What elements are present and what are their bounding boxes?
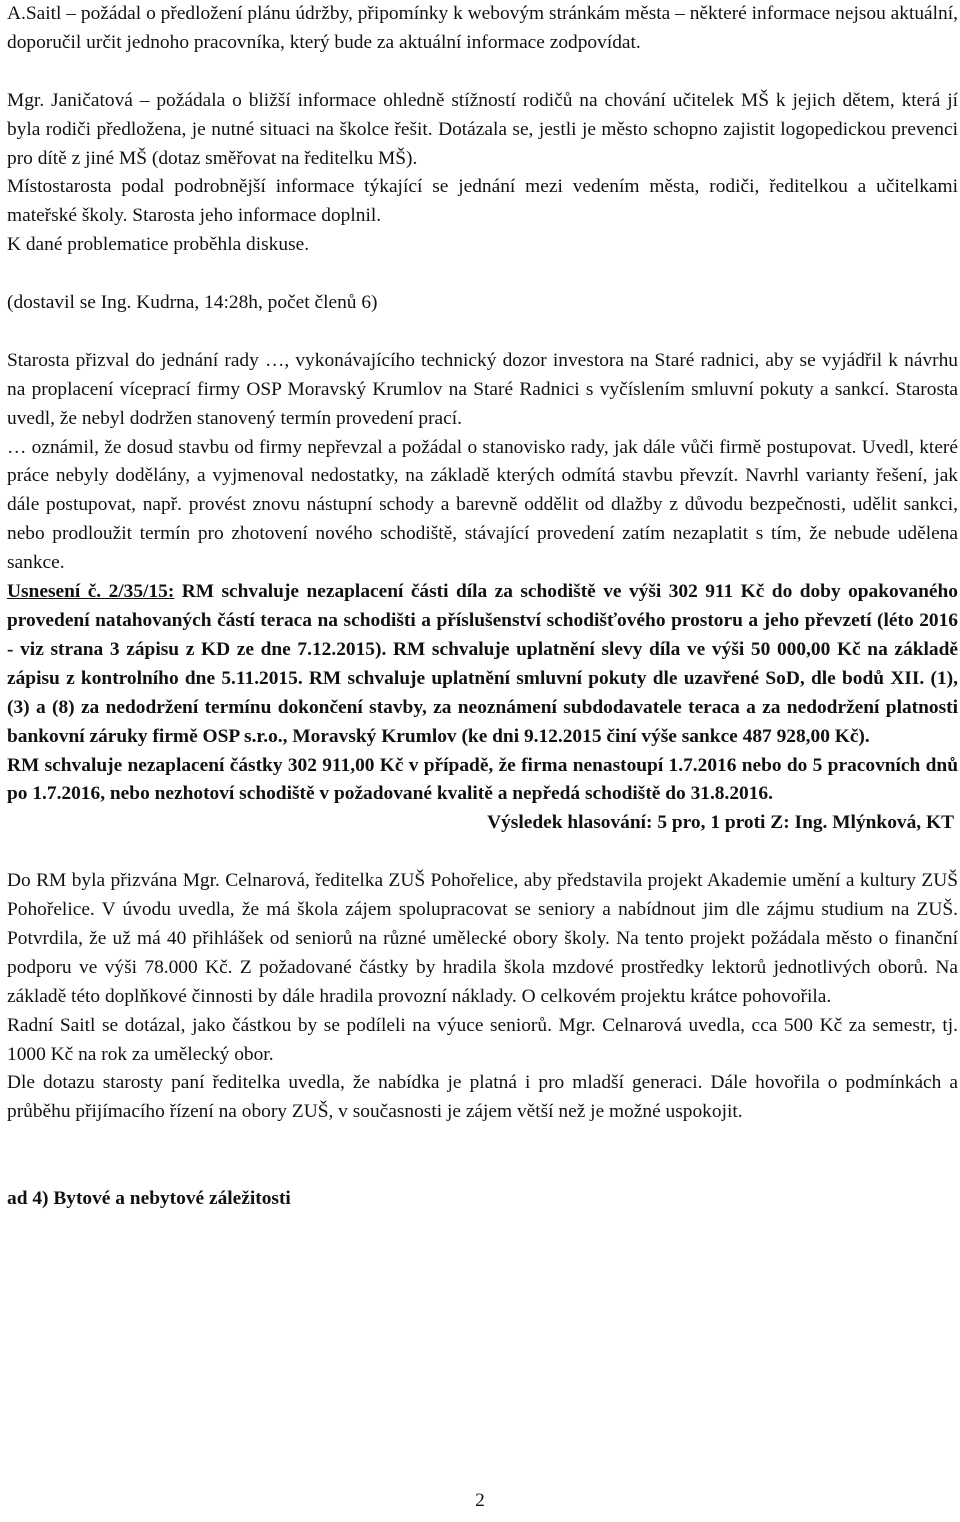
paragraph-mistostarosta: Místostarosta podal podrobnější informace týkající se jednání mezi vedením města, rodiči, ředitelkou a učitelkami mateřské školy. Starosta jeho informace doplnil.	[7, 176, 958, 227]
paragraph-saitl-request: A.Saitl – požádal o předložení plánu údržby, připomínky k webovým stránkám města – některé informace nejsou aktuální, doporučil určit jednoho pracovníka, který bude za aktuální informace zodpovídat.	[7, 3, 958, 53]
paragraph-gap	[7, 260, 958, 289]
paragraph-supervisor-report: … oznámil, že dosud stavbu od firmy nepřevzal a požádal o stanovisko rady, jak dále vůči firmě postupovat. Uvedl, které práce nebyly dodělány, a vyjmenoval nedostatky, na základě kterých odmítá stavbu převzít. Navrhl varianty řešení, jak dále postupovat, např. provést znovu nástupní schody a barevně oddělit od dlažby z důvodu bezpečnosti, udělit sankci, nebo prodloužit termín pro zhotovení nového schodiště, stávající provedení zatím nezaplatit s tím, že nebude udělena sankce.	[7, 436, 958, 574]
paragraph-janicatova: Mgr. Janičatová – požádala o bližší informace ohledně stížností rodičů na chování učitelek MŠ k jejich dětem, která jí byla rodiči předložena, je nutné situaci na školce řešit. Dotázala se, jestli je město schopno zajistit logopedickou prevenci pro dítě z jiné MŠ (dotaz směřovat na ředitelku MŠ).	[7, 89, 958, 169]
paragraph-gap	[7, 1156, 958, 1185]
section-heading: ad 4) Bytové a nebytové záležitosti	[7, 1188, 291, 1210]
resolution-text-2: RM schvaluje nezaplacení částky 302 911,00 Kč v případě, že firma nenastoupí 1.7.2016 nebo do 5 pracovních dnů po 1.7.2016, nebo nezhotoví schodiště v požadované kvalitě a nepředá schodiště do 31.8.2016.	[7, 754, 958, 805]
vote-result: Výsledek hlasování: 5 pro, 1 proti Z: Ing. Mlýnková, KT	[487, 812, 954, 834]
paragraph-discussion: K dané problematice proběhla diskuse.	[7, 234, 310, 256]
paragraph-zus-project: Do RM byla přizvána Mgr. Celnarová, ředitelka ZUŠ Pohořelice, aby představila projekt Akademie umění a kultury ZUŠ Pohořelice. V úvodu uvedla, že má škola zájem spolupracovat se seniory a nabídnout jim dle zájmu studium na ZUŠ. Potvrdila, že už má 40 přihlášek od seniorů na různé umělecké obory školy. Na tento projekt požádala město o finanční podporu ve výši 78.000 Kč. Z požadované částky by hradila škola mzdové prostředky lektorů jednotlivých oborů. Na základě této doplňkové činnosti by dále hradila provozní náklady. O celkovém projektu krátce pohovořila.	[7, 870, 958, 1007]
paragraph-attendance-note: (dostavil se Ing. Kudrna, 14:28h, počet členů 6)	[7, 292, 378, 314]
paragraph-director-answer: Dle dotazu starosty paní ředitelka uvedla, že nabídka je platná i pro mladší generaci. Dále hovořila o podmínkách a průběhu přijímacího řízení na obory ZUŠ, v současnosti je zájem větší než je možné uspokojit.	[7, 1072, 958, 1123]
page-number: 2	[475, 1490, 485, 1511]
resolution-block	[7, 578, 958, 751]
paragraph-gap	[7, 838, 958, 867]
paragraph-saitl-question: Radní Saitl se dotázal, jako částkou by se podíleli na výuce seniorů. Mgr. Celnarová uvedla, cca 500 Kč za semestr, tj. 1000 Kč na rok za umělecký obor.	[7, 1014, 958, 1065]
paragraph-technical-supervisor: Starosta přizval do jednání rady …, vykonávajícího technický dozor investora na Staré radnici, aby se vyjádřil k návrhu na proplacení víceprací firmy OSP Moravský Krumlov na Staré Radnici s vyčíslením smluvní pokuty a sankcí. Starosta uvedl, že nebyl dodržen stanovený termín provedení prací.	[7, 349, 958, 429]
resolution-label: Usnesení č. 2/35/15:	[7, 581, 175, 603]
paragraph-gap	[7, 318, 958, 347]
paragraph-gap	[7, 1127, 958, 1156]
resolution-text: RM schvaluje nezaplacení části díla za schodiště ve výši 302 911 Kč do doby opakovaného provedení natahovaných částí teraca na schodišti a příslušenství schodišťového prostoru a jeho převzetí (léto 2016 - viz strana 3 zápisu z KD ze dne 7.12.2015). RM schvaluje uplatnění slevy díla ve výši 50 000,00 Kč na základě zápisu z kontrolního dne 5.11.2015. RM schvaluje uplatnění smluvní pokuty dle uzavřené SoD, dle bodů XII. (1), (3) a (8) za nedodržení termínu dokončení stavby, za neoznámení subdodavatele teraca a za nedodržení platnosti bankovní záruky firmě OSP s.r.o., Moravský Krumlov (ke dni 9.12.2015 činí výše sankce 487 928,00 Kč).	[7, 581, 958, 747]
paragraph-gap	[7, 58, 958, 87]
